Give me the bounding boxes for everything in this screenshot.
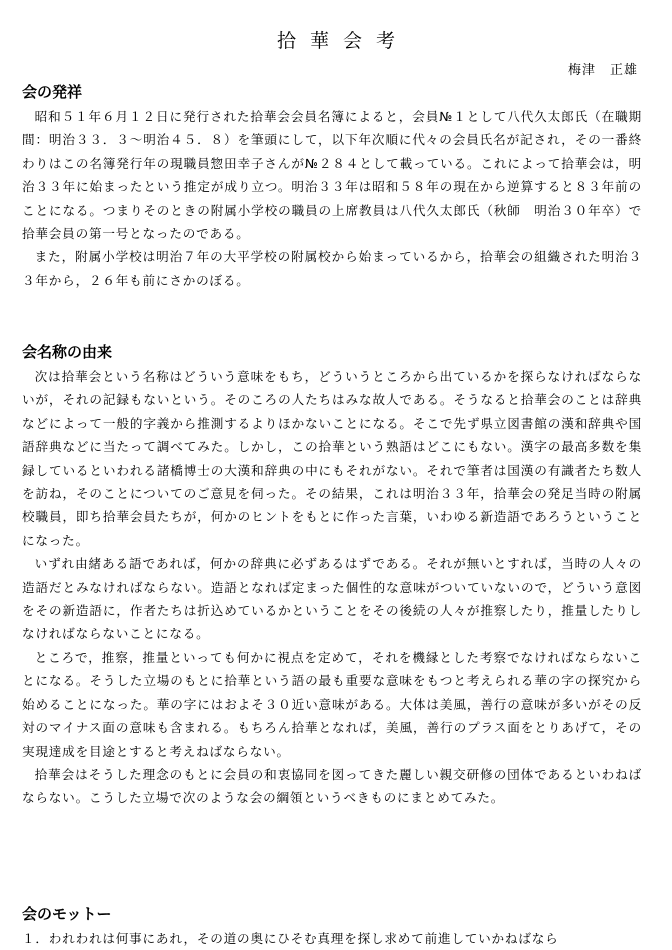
motto-item: １．われわれは何事にあれ，その道の奥にひそむ真理を探し求めて前進していかねばなら — [22, 931, 559, 946]
document-title: 拾華会考 — [276, 30, 409, 52]
paragraph: いずれ由緒ある語であれば，何かの辞典に必ずあるはずである。それが無いとすれば，当時の人々の造語だとみなければならない。造語となれば定まった個性的な意味がついていないので，どういう意図をその新造語に，作者たちは折込めているかということをその後続の人々が推察したり，推量したりしなければならないことになる。 — [22, 556, 642, 642]
paragraph: 次は拾華会という名称はどういう意味をもち，どういうところから出ているかを探らなければならないが，それの記録もないという。そのころの人たちはみな故人である。そうなると拾華会のことは辞典などによって一般的字義から推測するよりほかないことになる。そこで先ず県立図書館の漢和辞典や国語辞典などに当たって調べてみた。しかし，この拾華という熟語はどこにもない。漢字の最高多数を集録しているといわれる諸橋博士の大漢和辞典の中にもそれがない。それで筆者は国漢の有識者たち数人を訪ね，そのことについてのご意見を伺った。その結果，これは明治３３年，拾華会の発足当時の附属校職員，即ち拾華会員たちが，何かのヒントをもとに作った言葉，いわゆる新造語であろうということになった。 — [22, 369, 642, 548]
section-heading: 会の発祥 — [22, 83, 83, 101]
author-name: 梅津 正雄 — [567, 63, 638, 78]
section-motto — [22, 904, 642, 950]
paragraph: ところで，推察，推量といっても何かに視点を定めて，それを機縁とした考察でなければならないことになる。そうした立場のもとに拾華という語の最も重要な意味をもつと考えられる華の字の探究から始めることになった。華の字にはおよそ３０近い意味がある。大体は美風，善行の意味が多いがその反対のマイナス面の意味も含まれる。もちろん拾華となれば，美風，善行のプラス面をとりあげて，その実現達成を目途とすると考えねばならない。 — [22, 649, 642, 759]
section-origin — [22, 82, 642, 292]
paragraph: また，附属小学校は明治７年の大平学校の附属校から始まっているから，拾華会の組織された明治３３年から，２６年も前にさかのぼる。 — [22, 249, 642, 288]
paragraph: 昭和５１年６月１２日に発行された拾華会会員名簿によると，会員№１として八代久太郎氏（在職期間：明治３３．３～明治４５．８）を筆頭にして，以下年次順に代々の会員氏名が記され，その一番終わりはこの名簿発行年の現職員惣田幸子さんが№２８４として載っている。これによって拾華会は，明治３３年に始まったという推定が成り立つ。明治３３年は昭和５８年の現在から逆算すると８３年前のことになる。つまりそのときの附属小学校の職員の上席教員は八代久太郎氏（秋師 明治３０年卒）で拾華会員の第一号となったのである。 — [22, 109, 642, 242]
section-name-origin — [22, 342, 642, 810]
section-heading: 会名称の由来 — [22, 343, 113, 361]
paragraph: 拾華会はそうした理念のもとに会員の和衷協同を図ってきた麗しい親交研修の団体であるといわねばならない。こうした立場で次のような会の綱領というべきものにまとめてみた。 — [22, 766, 642, 806]
section-heading: 会のモットー — [22, 905, 112, 923]
